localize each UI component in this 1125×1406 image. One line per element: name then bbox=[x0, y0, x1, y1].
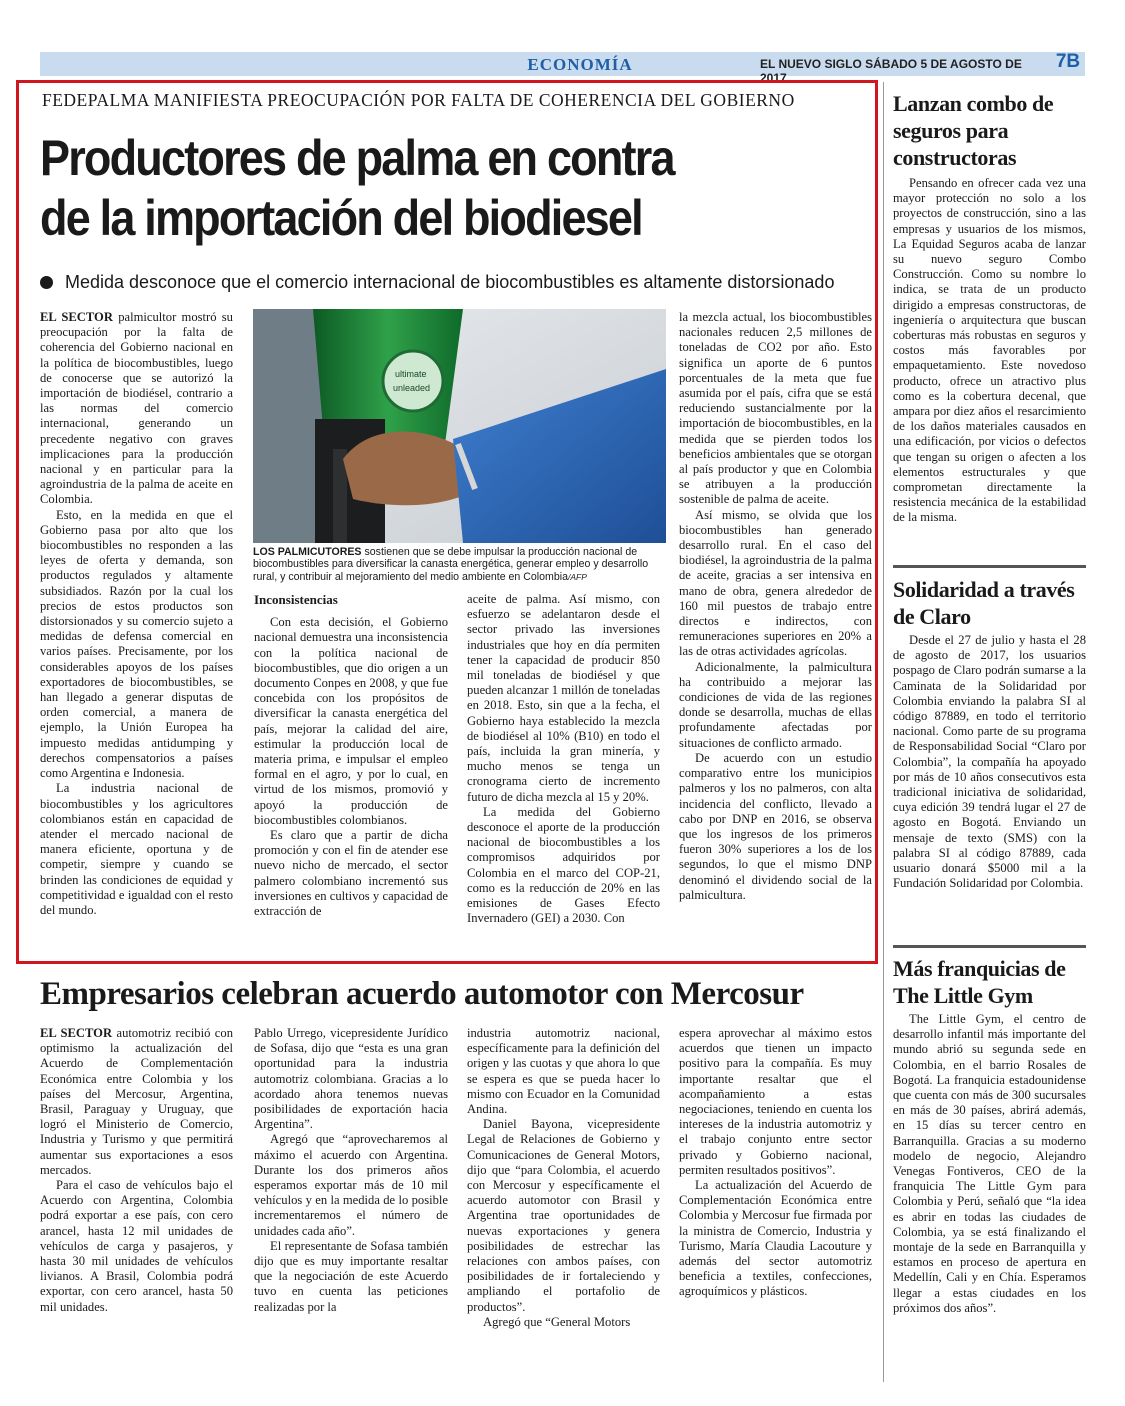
headline-line-1: Productores de palma en contra bbox=[40, 130, 674, 186]
second-column-3 bbox=[467, 1026, 660, 1366]
paragraph: Desde el 27 de julio y hasta el 28 de agosto de 2017, los usuarios pospago de Claro podrán sumarse a la Caminata de la Solidaridad por Colombia enviando la palabra SI al código 87889, en todo el territorio nacional. Como parte de su programa de Responsabilidad Social “Claro por Colombia”, la compañía ha apoyado por más de 10 años consecutivos esta tradicional iniciativa de solidaridad, cuya edición 39 tendrá lugar el 27 de agosto en Bogotá. Enviando un mensaje de texto (SMS) con la palabra SI al código 87889, cada usuario donará $5000 mil a la Fundación Solidaridad por Colombia. bbox=[893, 633, 1086, 891]
fuel-nozzle-image bbox=[253, 309, 666, 543]
lead-in: EL SECTOR bbox=[40, 1026, 113, 1040]
dateline: EL NUEVO SIGLO SÁBADO 5 DE AGOSTO DE 2017 bbox=[760, 57, 1022, 85]
paragraph: industria automotriz nacional, específicamente para la definición del origen y las cuotas y que ahora lo que se espera es que se pueda hacer lo mismo con Ecuador en la Comunidad Andina. bbox=[467, 1026, 660, 1117]
article-headline bbox=[40, 128, 787, 248]
paragraph: espera aprovechar al máximo estos acuerdos que tienen un impacto positivo para la compañía. Es muy importante resaltar que el acompañamiento a estas negociaciones, teniendo en cuenta los intereses de la industria automotriz y el trabajo conjunto entre sector privado y Gobierno nacional, permiten resultados positivos”. bbox=[679, 1026, 872, 1177]
article-kicker: FEDEPALMA MANIFIESTA PREOCUPACIÓN POR FALTA DE COHERENCIA DEL GOBIERNO bbox=[42, 90, 795, 110]
paragraph: Agregó que “General Motors bbox=[483, 1314, 631, 1329]
paragraph: Así mismo, se olvida que los biocombustibles han generado desarrollo rural. En el caso del biodiésel, la agroindustria de la palma de aceite, gracias a ser intensiva en mano de obra, genera alrededor de 160 mil puestos de trabajo entre directos e indirectos, con remuneraciones superiores en 20% a las de otras actividades agrícolas. bbox=[679, 507, 872, 659]
sidebar-story-3-text bbox=[893, 1012, 1086, 1387]
photo-label-1: ultimate bbox=[395, 369, 427, 379]
second-column-4 bbox=[679, 1026, 872, 1366]
column-divider bbox=[883, 82, 884, 1382]
paragraph bbox=[40, 310, 233, 508]
photo-caption bbox=[253, 546, 666, 583]
sidebar-story-3-title: Más franquicias de The Little Gym bbox=[893, 956, 1066, 1008]
paragraph: La medida del Gobierno desconoce el aporte de la producción nacional de biocombustibles a los compromisos adquiridos por Colombia en el marco del COP-21, como es la reducción de 20% en las emisiones de Gases Efecto Invernadero (GEI) a 2030. Con bbox=[467, 804, 660, 926]
caption-lead: LOS PALMICUTORES bbox=[253, 546, 362, 558]
photo-credit: /AFP bbox=[568, 571, 587, 582]
second-column-1 bbox=[40, 1026, 233, 1366]
second-article-headline: Empresarios celebran acuerdo automotor con Mercosur bbox=[40, 976, 804, 1012]
paragraph: Es claro que a partir de dicha promoción y con el fin de atender ese nuevo nicho de mercado, el sector palmero colombiano incrementó sus inversiones en cultivos y capacidad de extracción de bbox=[254, 828, 448, 919]
paragraph: La industria nacional de biocombustibles y los agricultores colombianos están en capacidad de atender el mercado nacional de manera eficiente, oportuna y de competir, siempre y cuando se brinden las condiciones de equidad y competitividad e igualdad con el resto del mundo. bbox=[40, 781, 233, 917]
paragraph: Con esta decisión, el Gobierno nacional demuestra una inconsistencia con la política nacional de biocombustibles, que dio origen a un documento Conpes en 2008, y que fue concebida con los propósitos de diversificar la canasta energética del país, mejorar la calidad del aire, estimular la producción local de materia prima, e impulsar el empleo formal en el agro, y por lo cual, en virtud de los mismos, promovió y apoyó la producción de biocombustibles colombianos. bbox=[254, 615, 448, 827]
sidebar-story-2-title: Solidaridad a través de Claro bbox=[893, 577, 1075, 629]
main-column-2 bbox=[254, 592, 448, 960]
paragraph: Esto, en la medida en que el Gobierno pasa por alto que los biocombustibles no responden a las leyes de oferta y demanda, son productos regulados y altamente subsidiados. Razón por la cual los precios de estos productos son distorsionados y su comercio sujeto a medidas de defensa comercial en varios países. Precisamente, por los considerables apoyos de los países exportadores de biocombustibles, se han llegado a generar disputas de orden comercial, a manera de ejemplo, la Unión Europea ha impuesto medidas antidumping y derechos compensatorios a países como Argentina e Indonesia. bbox=[40, 507, 233, 781]
section-name: ECONOMÍA bbox=[527, 55, 633, 74]
caption-text: sostienen que se debe impulsar la producción nacional de biocombustibles para diversificar la canasta energética, generar empleo y desarrollo rural, y contribuir al mejoramiento del medio ambiente en Colombia bbox=[253, 546, 649, 583]
sidebar-story-1-text bbox=[893, 176, 1086, 561]
article-photo bbox=[253, 309, 666, 543]
sidebar-story-2-text bbox=[893, 633, 1086, 943]
sidebar-divider bbox=[893, 945, 1086, 948]
paragraph bbox=[40, 1026, 233, 1178]
paragraph: The Little Gym, el centro de desarrollo infantil más importante del mundo abrió su segunda sede en Colombia, en el barrio Rosales de Bogotá. La franquicia estadounidense que cuenta con más de 300 sucursales en más de 30 países, abrirá además, en 15 días su tercer centro en Barranquilla. Gracias a su moderno modelo de negocio, Alejandro Venegas Fontiveros, CEO de la franquicia The Little Gym para Colombia y Perú, señaló que “la idea es abrir en todas las ciudades de Colombia, ya se está finalizando el montaje de la sede en Barranquilla y estamos en proceso de apertura en Medellín, Cali y en Chía. Esperamos llegar a estas ciudades en los próximos dos años”. bbox=[893, 1012, 1086, 1315]
paragraph: Para el caso de vehículos bajo el Acuerdo con Argentina, Colombia podrá exportar a ese país, con cero arancel, hasta 12 mil unidades de vehículos de carga y pasajeros, y hasta 30 mil unidades de vehículos livianos. A Brasil, Colombia podrá exportar, con cero arancel, hasta 50 mil unidades. bbox=[40, 1178, 233, 1314]
headline-line-2: de la importación del biodiesel bbox=[40, 190, 642, 246]
lead-in: EL SECTOR bbox=[40, 310, 113, 324]
second-column-2 bbox=[254, 1026, 448, 1366]
paragraph: De acuerdo con un estudio comparativo entre los municipios palmeros y los no palmeros, con alta incidencia del conflicto, llevado a cabo por DNP en 2016, se observa que los ingresos de los primeros fueron 30% superiores a los de los segundos, lo que el mismo DNP denominó el dividendo social de la palmicultura. bbox=[679, 750, 872, 902]
main-column-4 bbox=[679, 310, 872, 960]
paragraph: aceite de palma. Así mismo, con esfuerzo se adelantaron desde el sector privado las inversiones industriales que hoy en día permiten tener la capacidad de producir 850 mil toneladas de biodiésel y que pueden alcanzar 1 millón de toneladas en 2018. Esto, sin que a la fecha, el Gobierno haya establecido la mezcla de biodiésel al 10% (B10) en todo el país, incluida la gran minería, y mucho menos se tenga un cronograma cierto de incremento futuro de dicha mezcla al 15 y 20%. bbox=[467, 592, 660, 804]
paragraph-text: palmicultor mostró su preocupación por la falta de coherencia del Gobierno nacional en la política de biocombustibles, luego de conocerse que se autorizó la importación de biodiésel, contrario a las normas del comercio internacional, generando un precedente negativo con graves implicaciones para la producción nacional y en particular para la agroindustria de la palma de aceite en Colombia. bbox=[40, 310, 233, 507]
bullet-icon bbox=[40, 276, 53, 289]
paragraph: Agregó que “aprovecharemos al máximo el acuerdo con Argentina. Durante los dos primeros años esperamos exportar más de 10 mil vehículos y en la medida de lo posible incrementaremos el número de unidades cada año”. bbox=[254, 1132, 448, 1238]
main-column-1 bbox=[40, 310, 233, 960]
photo-label-2: unleaded bbox=[393, 383, 431, 393]
subheading: Inconsistencias bbox=[254, 592, 338, 607]
deck-text: Medida desconoce que el comercio internacional de biocombustibles es altamente distorsionado bbox=[65, 272, 835, 292]
paragraph: Pablo Urrego, vicepresidente Jurídico de Sofasa, dijo que “esta es una gran oportunidad para la industria automotriz colombiana. Gracias a lo acordado ahora tenemos nuevas posibilidades de exportación hacia Argentina”. bbox=[254, 1026, 448, 1132]
paragraph: la mezcla actual, los biocombustibles nacionales reducen 2,5 millones de toneladas de CO2 por año. Esto significa un aporte de 6 puntos porcentuales de la meta que fue asumida por el país, cifra que se está reduciendo sustancialmente por la importación de biocombustibles, en la medida que se pierden todos los beneficios ambientales que se otorgan al país productor y que en Colombia se atribuyen a la producción sostenible de palma de aceite. bbox=[679, 310, 872, 507]
article-deck bbox=[40, 272, 875, 293]
page-number: 7B bbox=[1055, 51, 1081, 72]
paragraph: Daniel Bayona, vicepresidente Legal de Relaciones de Gobierno y Comunicaciones de General Motors, dijo que “para Colombia, el acuerdo con Mercosur y específicamente el acuerdo automotor con Brasil y Argentina trae oportunidades de nuevas exportaciones y genera posibilidades de estrechar las relaciones con ambos países, con posibilidades de ir fortaleciendo y ampliando el portafolio de productos”. bbox=[467, 1117, 660, 1314]
sidebar-divider bbox=[893, 565, 1086, 568]
paragraph-text: automotriz recibió con optimismo la actualización del Acuerdo de Complementación Económica entre Colombia y los países del Mercosur, Argentina, Brasil, Paraguay y Uruguay, que logró el Ministerio de Comercio, Industria y Turismo y que permitirá aumentar sus exportaciones a esos mercados. bbox=[40, 1026, 233, 1177]
paragraph: El representante de Sofasa también dijo que es muy importante resaltar que la negociación de este Acuerdo tuvo en cuenta las peticiones realizadas por la bbox=[254, 1238, 448, 1314]
sidebar-story-1-title: Lanzan combo de seguros para constructoras bbox=[893, 91, 1054, 170]
main-column-3 bbox=[467, 592, 660, 960]
paragraph: Adicionalmente, la palmicultura ha contribuido a mejorar las condiciones de vida de las regiones donde se desarrolla, muchas de ellas profundamente afectadas por situaciones de conflicto armado. bbox=[679, 659, 872, 750]
paragraph: Pensando en ofrecer cada vez una mayor protección no solo a los proyectos de construcción, sino a las empresas y usuarios de los mismos, La Equidad Seguros acaba de lanzar su nuevo seguro Combo Construcción. Como su nombre lo indica, se trata de un producto dirigido a empresas constructoras, de ingeniería o arquitectura que buscan coberturas más robustas en seguros y costos más favorables por empaquetamiento. Este novedoso producto, ofrece un atractivo plus como es la cobertura decenal, que ampara por diez años el resarcimiento de los daños materiales causados en una edificación, por vicios o defectos que tengan su origen o afecten a los elementos estructurales y que comprometan directamente la resistencia mecánica de la estabilidad de la misma. bbox=[893, 176, 1086, 525]
paragraph: La actualización del Acuerdo de Complementación Económica entre Colombia y Mercosur fue firmada por la ministra de Comercio, Industria y Turismo, María Claudia Lacouture y además del sector automotriz beneficia a textiles, confecciones, agroquímicos y plásticos. bbox=[679, 1178, 872, 1299]
